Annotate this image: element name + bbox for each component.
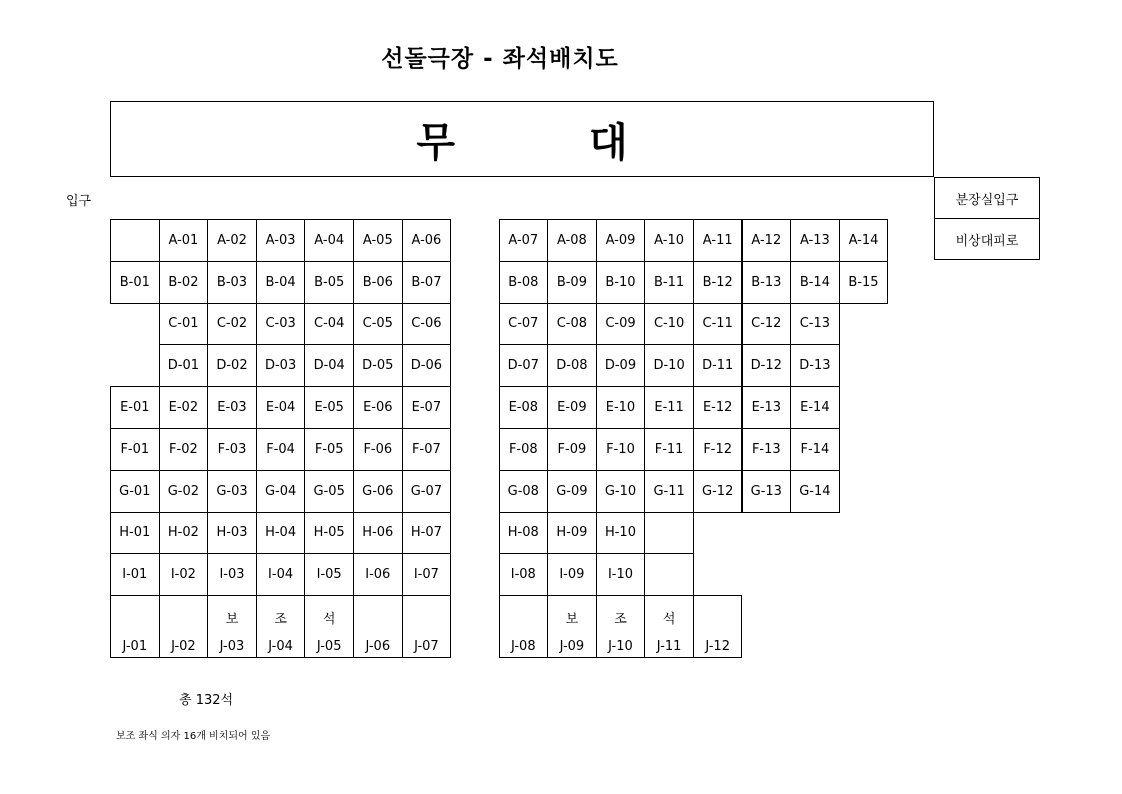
emergency-exit: 비상대피로 bbox=[934, 218, 1040, 260]
seat: E-04 bbox=[256, 386, 306, 429]
seat-note: 조 bbox=[274, 612, 287, 628]
seat: B-11 bbox=[644, 261, 694, 304]
stage-label: 무 대 bbox=[416, 119, 688, 166]
seat: F-07 bbox=[402, 428, 452, 471]
seat-note: 보 bbox=[225, 612, 239, 628]
seat-label: J-09 bbox=[559, 639, 585, 655]
seat: A-05 bbox=[353, 219, 403, 262]
seat-label: J-08 bbox=[510, 639, 536, 655]
seat: B-13 bbox=[742, 261, 792, 304]
seat: C-01 bbox=[159, 303, 209, 346]
seat: D-02 bbox=[207, 344, 257, 387]
seat: C-06 bbox=[402, 303, 452, 346]
seat: B-01 bbox=[110, 261, 160, 304]
seat: B-06 bbox=[353, 261, 403, 304]
seat: G-04 bbox=[256, 470, 306, 513]
seat: G-07 bbox=[402, 470, 452, 513]
seat: D-10 bbox=[644, 344, 694, 387]
seat: H-04 bbox=[256, 512, 306, 555]
seat bbox=[304, 595, 354, 658]
seat: A-03 bbox=[256, 219, 306, 262]
seat: A-09 bbox=[596, 219, 646, 262]
seat bbox=[693, 595, 743, 658]
seat: B-12 bbox=[693, 261, 743, 304]
seat: B-07 bbox=[402, 261, 452, 304]
dressing-room-entrance: 분장실입구 bbox=[934, 177, 1040, 219]
seat: E-09 bbox=[547, 386, 597, 429]
seat: G-03 bbox=[207, 470, 257, 513]
seat: C-03 bbox=[256, 303, 306, 346]
seat: B-02 bbox=[159, 261, 209, 304]
seat: D-06 bbox=[402, 344, 452, 387]
seat: H-03 bbox=[207, 512, 257, 555]
seat: G-05 bbox=[304, 470, 354, 513]
note: 보조 좌식 의자 16개 비치되어 있음 bbox=[116, 731, 271, 742]
seat: D-07 bbox=[499, 344, 549, 387]
seat: A-07 bbox=[499, 219, 549, 262]
seat: A-06 bbox=[402, 219, 452, 262]
seat bbox=[644, 595, 694, 658]
seat-label: J-11 bbox=[656, 639, 682, 655]
seat: I-05 bbox=[304, 553, 354, 596]
seat: I-03 bbox=[207, 553, 257, 596]
seat: B-09 bbox=[547, 261, 597, 304]
seat: D-09 bbox=[596, 344, 646, 387]
seat: D-05 bbox=[353, 344, 403, 387]
seat bbox=[402, 595, 452, 658]
seat: C-09 bbox=[596, 303, 646, 346]
seat: H-01 bbox=[110, 512, 160, 555]
seat: E-01 bbox=[110, 386, 160, 429]
seat: H-07 bbox=[402, 512, 452, 555]
seat bbox=[110, 595, 160, 658]
seat: H-05 bbox=[304, 512, 354, 555]
seat: G-12 bbox=[693, 470, 743, 513]
seat bbox=[499, 595, 549, 658]
seat: H-08 bbox=[499, 512, 549, 555]
seat: F-05 bbox=[304, 428, 354, 471]
seat-label: J-06 bbox=[365, 639, 391, 655]
seat: C-02 bbox=[207, 303, 257, 346]
seat: G-11 bbox=[644, 470, 694, 513]
seat bbox=[159, 595, 209, 658]
seat: D-12 bbox=[742, 344, 792, 387]
seat: A-13 bbox=[790, 219, 840, 262]
seat: I-04 bbox=[256, 553, 306, 596]
seat: C-07 bbox=[499, 303, 549, 346]
seat: E-08 bbox=[499, 386, 549, 429]
empty-seat-cell bbox=[110, 219, 160, 262]
seat: F-08 bbox=[499, 428, 549, 471]
seat: D-01 bbox=[159, 344, 209, 387]
seat: C-13 bbox=[790, 303, 840, 346]
seat-label: J-04 bbox=[268, 639, 293, 655]
seat: B-08 bbox=[499, 261, 549, 304]
seat: E-02 bbox=[159, 386, 209, 429]
seat: A-04 bbox=[304, 219, 354, 262]
seat bbox=[256, 595, 306, 658]
seat: I-01 bbox=[110, 553, 160, 596]
seat: C-05 bbox=[353, 303, 403, 346]
seat: E-14 bbox=[790, 386, 840, 429]
seat: B-03 bbox=[207, 261, 257, 304]
seat: F-10 bbox=[596, 428, 646, 471]
seat: H-02 bbox=[159, 512, 209, 555]
seat bbox=[596, 595, 646, 658]
seat: D-08 bbox=[547, 344, 597, 387]
seat: I-06 bbox=[353, 553, 403, 596]
seat: E-12 bbox=[693, 386, 743, 429]
seat: E-07 bbox=[402, 386, 452, 429]
seat: A-08 bbox=[547, 219, 597, 262]
seat: E-13 bbox=[742, 386, 792, 429]
seat: B-14 bbox=[790, 261, 840, 304]
seat: B-10 bbox=[596, 261, 646, 304]
seat: F-02 bbox=[159, 428, 209, 471]
seat: C-08 bbox=[547, 303, 597, 346]
empty-seat-cell bbox=[644, 512, 694, 555]
seat: E-03 bbox=[207, 386, 257, 429]
seat: F-04 bbox=[256, 428, 306, 471]
seat: G-09 bbox=[547, 470, 597, 513]
seat: F-14 bbox=[790, 428, 840, 471]
seat: H-10 bbox=[596, 512, 646, 555]
seat: G-01 bbox=[110, 470, 160, 513]
seat: I-02 bbox=[159, 553, 209, 596]
seat: A-01 bbox=[159, 219, 209, 262]
seat: A-14 bbox=[839, 219, 889, 262]
seat-label: J-03 bbox=[219, 639, 245, 655]
seat: E-10 bbox=[596, 386, 646, 429]
seat: C-04 bbox=[304, 303, 354, 346]
seat: D-11 bbox=[693, 344, 743, 387]
seat: C-10 bbox=[644, 303, 694, 346]
seat: H-06 bbox=[353, 512, 403, 555]
seat: D-03 bbox=[256, 344, 306, 387]
seat: A-11 bbox=[693, 219, 743, 262]
seat: E-06 bbox=[353, 386, 403, 429]
seat-note: 석 bbox=[662, 612, 676, 628]
seat: F-11 bbox=[644, 428, 694, 471]
seat: C-12 bbox=[742, 303, 792, 346]
seat: F-12 bbox=[693, 428, 743, 471]
seat: B-15 bbox=[839, 261, 889, 304]
seat: G-02 bbox=[159, 470, 209, 513]
seat bbox=[547, 595, 597, 658]
seat bbox=[207, 595, 257, 658]
seat: C-11 bbox=[693, 303, 743, 346]
seat-label: J-01 bbox=[122, 639, 148, 655]
empty-seat-cell bbox=[644, 553, 694, 596]
seat: B-04 bbox=[256, 261, 306, 304]
seat: A-12 bbox=[742, 219, 792, 262]
seat: E-05 bbox=[304, 386, 354, 429]
seat: F-01 bbox=[110, 428, 160, 471]
seat: F-09 bbox=[547, 428, 597, 471]
seat-note: 조 bbox=[614, 612, 627, 628]
seat-note: 석 bbox=[322, 612, 336, 628]
seat-label: J-10 bbox=[608, 639, 633, 655]
seat: G-13 bbox=[742, 470, 792, 513]
stage bbox=[110, 101, 934, 177]
seat: G-14 bbox=[790, 470, 840, 513]
seat-note: 보 bbox=[565, 612, 579, 628]
seat: I-09 bbox=[547, 553, 597, 596]
seat: I-10 bbox=[596, 553, 646, 596]
seat: H-09 bbox=[547, 512, 597, 555]
seat: F-13 bbox=[742, 428, 792, 471]
seat: E-11 bbox=[644, 386, 694, 429]
seat: I-08 bbox=[499, 553, 549, 596]
seat-label: J-07 bbox=[414, 639, 439, 655]
seat: A-10 bbox=[644, 219, 694, 262]
seat: G-06 bbox=[353, 470, 403, 513]
total-seats: 총 132석 bbox=[179, 693, 234, 708]
seat: G-10 bbox=[596, 470, 646, 513]
seat-label: J-05 bbox=[316, 639, 342, 655]
seat-label: J-12 bbox=[705, 639, 730, 655]
seat bbox=[353, 595, 403, 658]
seat: A-02 bbox=[207, 219, 257, 262]
seat: F-03 bbox=[207, 428, 257, 471]
seat-label: J-02 bbox=[171, 639, 196, 655]
entrance-label: 입구 bbox=[66, 194, 92, 209]
seat: F-06 bbox=[353, 428, 403, 471]
seat: D-04 bbox=[304, 344, 354, 387]
seat: G-08 bbox=[499, 470, 549, 513]
seat: B-05 bbox=[304, 261, 354, 304]
seat: D-13 bbox=[790, 344, 840, 387]
seat: I-07 bbox=[402, 553, 452, 596]
page-title: 선돌극장 - 좌석배치도 bbox=[381, 46, 619, 72]
